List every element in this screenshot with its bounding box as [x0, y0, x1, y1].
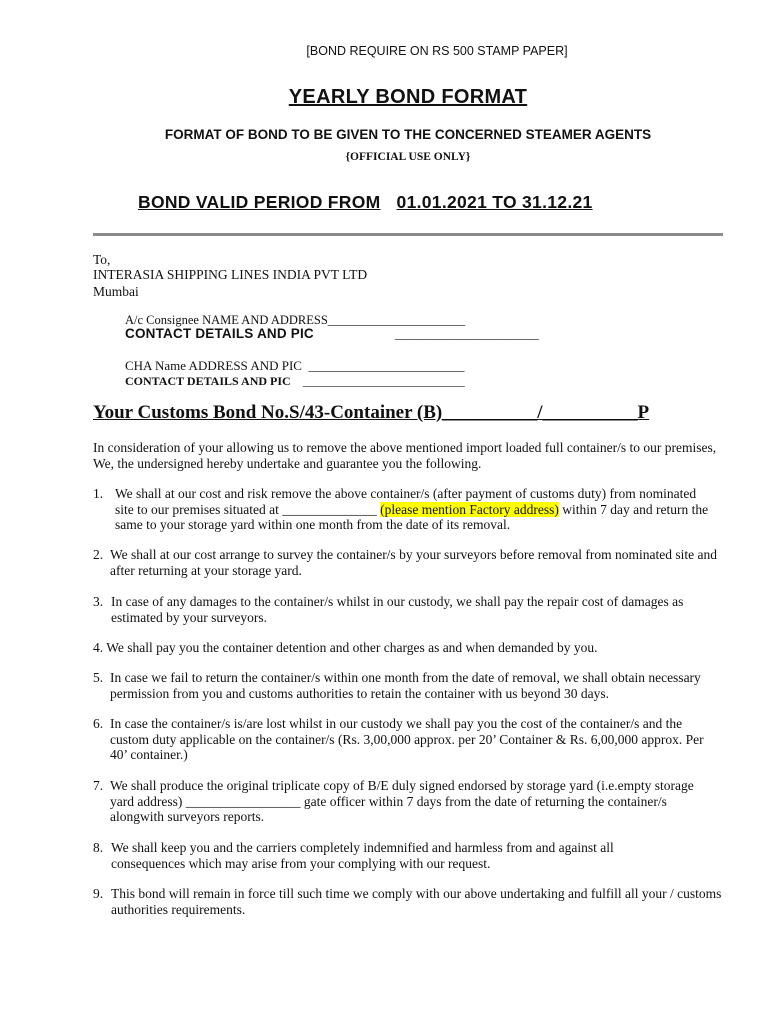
- list-item: [93, 840, 668, 871]
- address-to: To,: [93, 252, 111, 267]
- document-subtitle: FORMAT OF BOND TO BE GIVEN TO THE CONCERNED STEAMER AGENTS: [164, 127, 652, 142]
- item-text: We shall at our cost and risk remove the above container/s (after payment of customs duty) from nominated site to our premises situated at ______________ (please mention Factory address) within 7 day and return the same to your storage yard within one month from the date of its removal.: [115, 486, 709, 532]
- customs-bond-heading: Your Customs Bond No.S/43-Container (B)__________/__________P: [93, 402, 650, 423]
- item-number: 2.: [93, 547, 104, 562]
- item-number: 1.: [93, 486, 104, 501]
- item-number: 4.: [93, 640, 104, 655]
- contact-label: CONTACT DETAILS AND PIC: [125, 326, 314, 341]
- cha-label: CHA Name ADDRESS AND PIC: [125, 358, 302, 373]
- item-number: 5.: [93, 670, 104, 685]
- item-text: In case the container/s is/are lost whilst in our custody we shall pay you the cost of the container/s and the custom duty applicable on the container/s (Rs. 3,00,000 approx. per 20’ Container & Rs. 6,00,000 approx. Per 40’ container.): [110, 716, 704, 762]
- list-item: [93, 594, 718, 625]
- list-item: [93, 547, 733, 578]
- list-item: [93, 778, 703, 825]
- intro-paragraph: In consideration of your allowing us to remove the above mentioned import loaded full container/s to our premises, We, the undersigned hereby undertake and guarantee you the following.: [93, 440, 717, 471]
- item-number: 7.: [93, 778, 104, 793]
- item-text: In case we fail to return the container/s within one month from the date of removal, we shall obtain necessary permission from you and customs authorities to retain the container with us beyond 30 days.: [110, 670, 701, 701]
- document-title: YEARLY BOND FORMAT: [288, 86, 528, 108]
- address-company: INTERASIA SHIPPING LINES INDIA PVT LTD: [93, 267, 368, 282]
- validity-dates: 01.01.2021 TO 31.12.21: [396, 192, 593, 212]
- item-number: 6.: [93, 716, 104, 731]
- item-text: We shall pay you the container detention and other charges as and when demanded by you.: [106, 640, 598, 655]
- stamp-paper-note: [BOND REQUIRE ON RS 500 STAMP PAPER]: [306, 44, 568, 58]
- item-text: We shall at our cost arrange to survey the container/s by your surveyors before removal from nominated site and after returning at your storage yard.: [110, 547, 717, 578]
- cha-contact-field: [125, 374, 465, 389]
- validity-label: BOND VALID PERIOD FROM: [138, 192, 381, 212]
- list-item: [93, 886, 723, 917]
- address-city: Mumbai: [93, 284, 139, 299]
- cha-contact-label: CONTACT DETAILS AND PIC: [125, 374, 291, 388]
- item-number: 8.: [93, 840, 104, 855]
- cha-blank[interactable]: ________________________: [308, 358, 465, 373]
- list-item: [93, 486, 713, 533]
- consignee-label: A/c Consignee NAME AND ADDRESS: [125, 313, 328, 327]
- item-number: 3.: [93, 594, 104, 609]
- list-item: [93, 640, 733, 656]
- horizontal-divider: [93, 233, 723, 236]
- contact-blank[interactable]: _______________________: [395, 327, 539, 341]
- validity-period: [138, 192, 593, 213]
- list-item: [93, 716, 713, 763]
- item-text: We shall keep you and the carriers completely indemnified and harmless from and against all consequences which may arise from your complying with our request.: [111, 840, 614, 871]
- item-text: This bond will remain in force till such time we comply with our above undertaking and fulfill all your / customs authorities requirements.: [111, 886, 722, 917]
- item-text: In case of any damages to the container/s whilst in our custody, we shall pay the repair cost of damages as estimated by your surveyors.: [111, 594, 684, 625]
- item-text: We shall produce the original triplicate copy of B/E duly signed endorsed by storage yard (i.e.empty storage yard address) _________________ gate officer within 7 days from the date of returning the container/s alongwith surveyors reports.: [110, 778, 694, 824]
- item-number: 9.: [93, 886, 104, 901]
- factory-address-highlight: (please mention Factory address): [380, 501, 559, 517]
- official-use-note: {OFFICIAL USE ONLY}: [345, 151, 471, 163]
- consignee-blank[interactable]: ______________________: [327, 313, 466, 327]
- cha-field: [125, 358, 464, 374]
- list-item: [93, 670, 718, 701]
- cha-contact-blank[interactable]: ___________________________: [302, 374, 465, 388]
